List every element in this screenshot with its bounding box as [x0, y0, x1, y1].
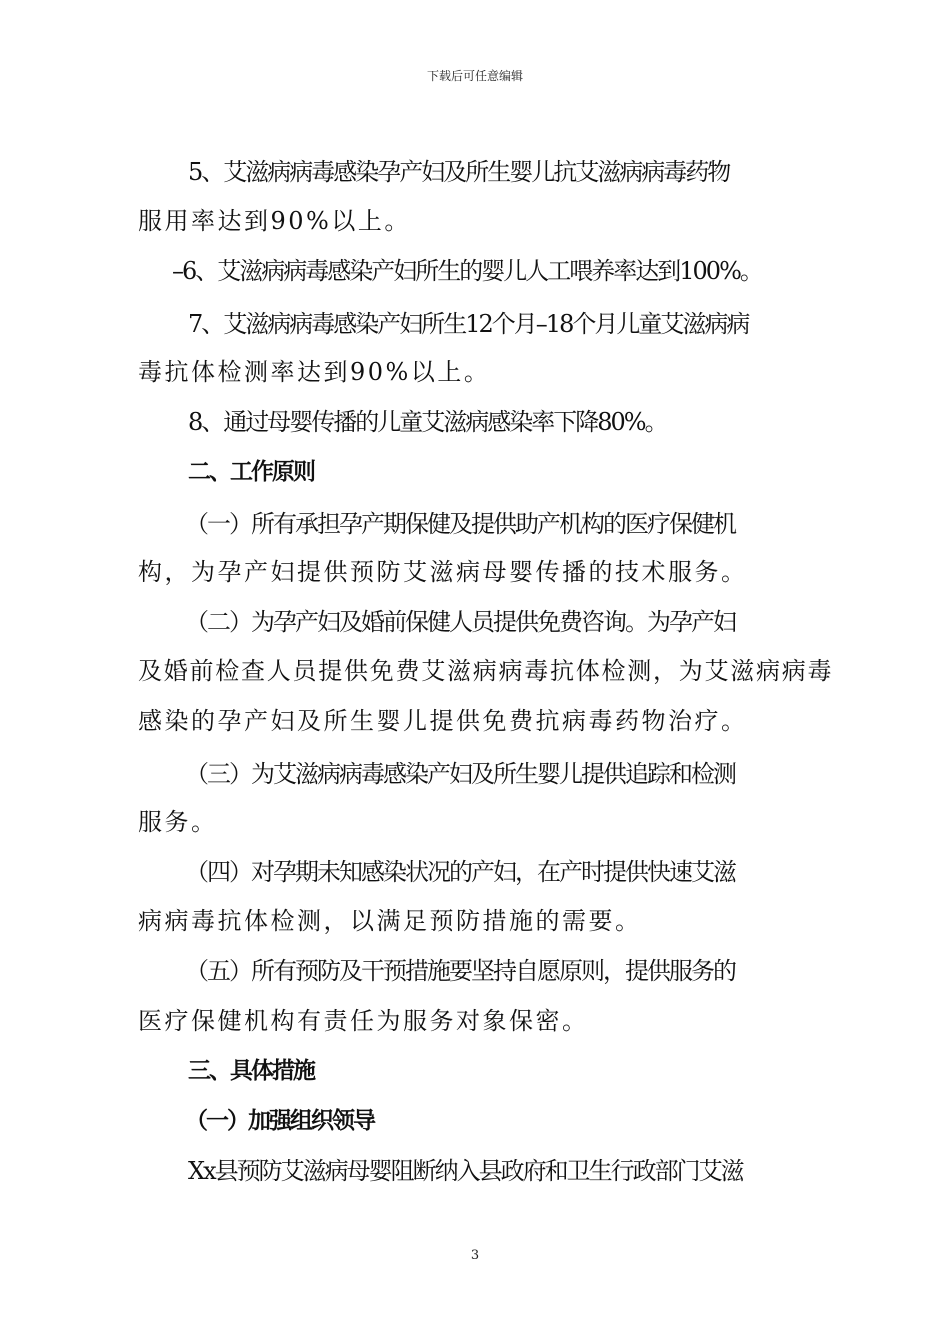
text-line: 构，为孕产妇提供预防艾滋病母婴传播的技术服务。: [138, 558, 748, 586]
text-line: Xx县预防艾滋病母婴阻断纳入县政府和卫生行政部门艾滋: [188, 1157, 743, 1185]
text-line: （二）为孕产妇及婚前保健人员提供免费咨询。为孕产妇: [185, 608, 735, 636]
text-line: 及婚前检查人员提供免费艾滋病病毒抗体检测，为艾滋病病毒: [138, 657, 834, 685]
section-heading: 二、工作原则: [188, 459, 314, 485]
text-line: 感染的孕产妇及所生婴儿提供免费抗病毒药物治疗。: [138, 707, 748, 735]
section-heading: 三、具体措施: [188, 1058, 314, 1084]
text-line: 医疗保健机构有责任为服务对象保密。: [138, 1007, 589, 1035]
page-header: 下载后可任意编辑: [426, 69, 523, 83]
text-line: （一）所有承担孕产期保健及提供助产机构的医疗保健机: [185, 510, 735, 538]
text-line: 7、艾滋病病毒感染产妇所生12个月–18个月儿童艾滋病病: [188, 310, 749, 338]
subsection-heading: （一）加强组织领导: [185, 1108, 374, 1134]
text-line: 病病毒抗体检测，以满足预防措施的需要。: [138, 907, 642, 935]
text-line: –6、艾滋病病毒感染产妇所生的婴儿人工喂养率达到100%。: [172, 257, 762, 285]
text-line: 服务。: [138, 808, 218, 836]
text-line: 5、艾滋病病毒感染孕产妇及所生婴儿抗艾滋病病毒药物: [188, 158, 730, 186]
text-line: 服用率达到90%以上。: [138, 207, 411, 235]
text-line: （四）对孕期未知感染状况的产妇，在产时提供快速艾滋: [185, 858, 735, 886]
page-number: 3: [470, 1248, 480, 1263]
text-line: 毒抗体检测率达到90%以上。: [138, 358, 491, 386]
text-line: （三）为艾滋病病毒感染产妇及所生婴儿提供追踪和检测: [185, 760, 735, 788]
text-line: （五）所有预防及干预措施要坚持自愿原则，提供服务的: [185, 957, 735, 985]
text-line: 8、通过母婴传播的儿童艾滋病感染率下降80%。: [188, 408, 667, 436]
